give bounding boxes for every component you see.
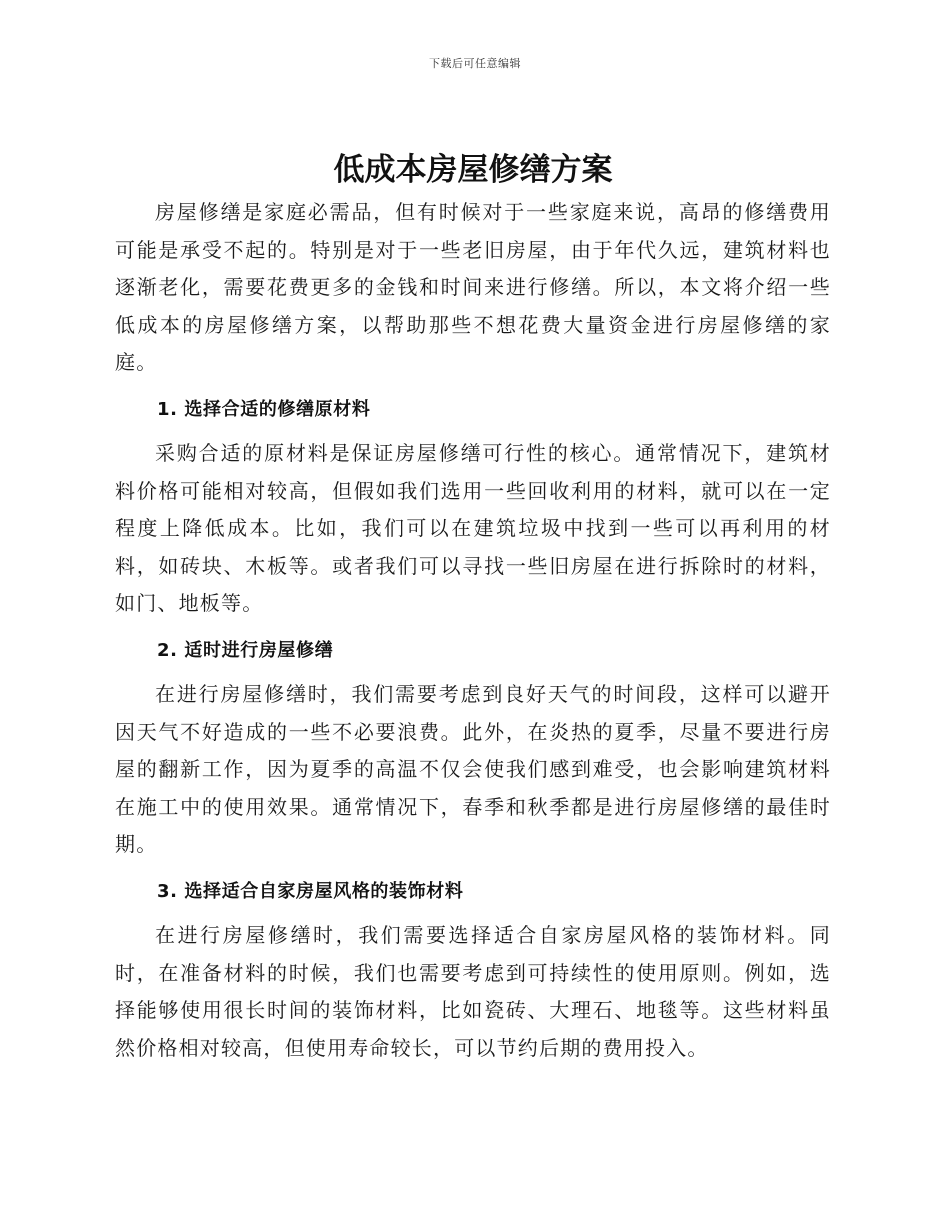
document-title: 低成本房屋修缮方案: [333, 152, 613, 188]
document-body: [115, 146, 831, 1067]
header-note: 下载后可任意编辑: [429, 57, 521, 70]
intro-paragraph: 房屋修缮是家庭必需品，但有时候对于一些家庭来说，高昂的修缮费用可能是承受不起的。特别是对于一些老旧房屋，由于年代久远，建筑材料也逐渐老化，需要花费更多的金钱和时间来进行修缮。所以，本文将介绍一些低成本的房屋修缮方案，以帮助那些不想花费大量资金进行房屋修缮的家庭。: [115, 200, 831, 375]
section-body-2: 在进行房屋修缮时，我们需要考虑到良好天气的时间段，这样可以避开因天气不好造成的一些不必要浪费。此外，在炎热的夏季，尽量不要进行房屋的翻新工作，因为夏季的高温不仅会使我们感到难受，也会影响建筑材料在施工中的使用效果。通常情况下，春季和秋季都是进行房屋修缮的最佳时期。: [115, 681, 831, 857]
section-heading-2: 2. 适时进行房屋修缮: [157, 639, 334, 661]
section-body-1: 采购合适的原材料是保证房屋修缮可行性的核心。通常情况下，建筑材料价格可能相对较高，但假如我们选用一些回收利用的材料，就可以在一定程度上降低成本。比如，我们可以在建筑垃圾中找到一些可以再利用的材料，如砖块、木板等。或者我们可以寻找一些旧房屋在进行拆除时的材料，如门、地板等。: [115, 440, 831, 616]
section-body-3: 在进行房屋修缮时，我们需要选择适合自家房屋风格的装饰材料。同时，在准备材料的时候，我们也需要考虑到可持续性的使用原则。例如，选择能够使用很长时间的装饰材料，比如瓷砖、大理石、地毯等。这些材料虽然价格相对较高，但使用寿命较长，可以节约后期的费用投入。: [115, 922, 831, 1060]
section-heading-3: 3. 选择适合自家房屋风格的装饰材料: [157, 880, 464, 902]
section-heading-1: 1. 选择合适的修缮原材料: [157, 398, 371, 420]
